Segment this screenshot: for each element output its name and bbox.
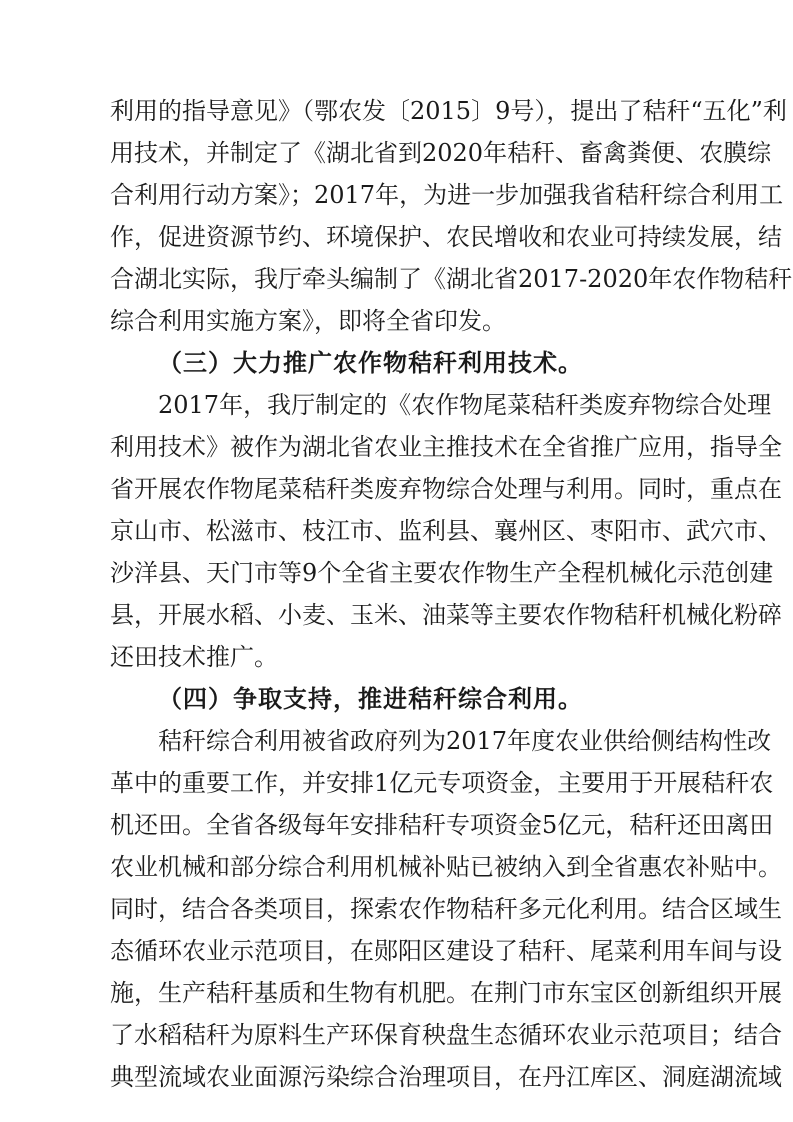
paragraph-line-11: 京山市、松滋市、枝江市、监利县、襄州区、枣阳市、武穴市、: [110, 517, 782, 545]
paragraph-line-17: 革中的重要工作，并安排1亿元专项资金，主要用于开展秸秆农: [110, 769, 774, 797]
paragraph-line-3: 合利用行动方案》；2017年，为进一步加强我省秸秆综合利用工: [110, 181, 784, 209]
paragraph-line-20: 同时，结合各类项目，探索农作物秸秆多元化利用。结合区域生: [110, 895, 782, 923]
paragraph-line-12: 沙洋县、天门市等9个全省主要农作物生产全程机械化示范创建: [110, 559, 774, 587]
paragraph-line-22: 施，生产秸秆基质和生物有机肥。在荆门市东宝区创新组织开展: [110, 979, 782, 1007]
paragraph-line-10: 省开展农作物尾菜秸秆类废弃物综合处理与利用。同时，重点在: [110, 475, 782, 503]
section-heading-3: （三）大力推广农作物秸秆利用技术。: [158, 348, 583, 377]
paragraph-line-8: 2017年，我厅制定的《农作物尾菜秸秆类废弃物综合处理: [158, 391, 772, 419]
paragraph-line-14: 还田技术推广。: [110, 643, 278, 671]
section-heading-4: （四）争取支持，推进秸秆综合利用。: [158, 684, 583, 713]
paragraph-line-18: 机还田。全省各级每年安排秸秆专项资金5亿元，秸秆还田离田: [110, 811, 774, 839]
paragraph-line-6: 综合利用实施方案》，即将全省印发。: [110, 307, 506, 335]
paragraph-line-13: 县，开展水稻、小麦、玉米、油菜等主要农作物秸秆机械化粉碎: [110, 601, 782, 629]
paragraph-line-2: 用技术，并制定了《湖北省到2020年秸秆、畜禽粪便、农膜综: [110, 139, 772, 167]
paragraph-line-9: 利用技术》被作为湖北省农业主推技术在全省推广应用，指导全: [110, 433, 782, 461]
paragraph-line-1: 利用的指导意见》（鄂农发〔2015〕9号），提出了秸秆“五化”利: [110, 97, 787, 125]
paragraph-line-5: 合湖北实际，我厅牵头编制了《湖北省2017-2020年农作物秸秆: [110, 265, 793, 293]
paragraph-line-21: 态循环农业示范项目，在郧阳区建设了秸秆、尾菜利用车间与设: [110, 937, 782, 965]
paragraph-line-16: 秸秆综合利用被省政府列为2017年度农业供给侧结构性改: [158, 727, 772, 755]
paragraph-line-23: 了水稻秸秆为原料生产环保育秧盘生态循环农业示范项目；结合: [110, 1021, 782, 1049]
paragraph-line-4: 作，促进资源节约、环境保护、农民增收和农业可持续发展，结: [110, 223, 782, 251]
paragraph-line-24: 典型流域农业面源污染综合治理项目，在丹江库区、洞庭湖流域: [110, 1063, 782, 1091]
paragraph-line-19: 农业机械和部分综合利用机械补贴已被纳入到全省惠农补贴中。: [110, 853, 782, 881]
